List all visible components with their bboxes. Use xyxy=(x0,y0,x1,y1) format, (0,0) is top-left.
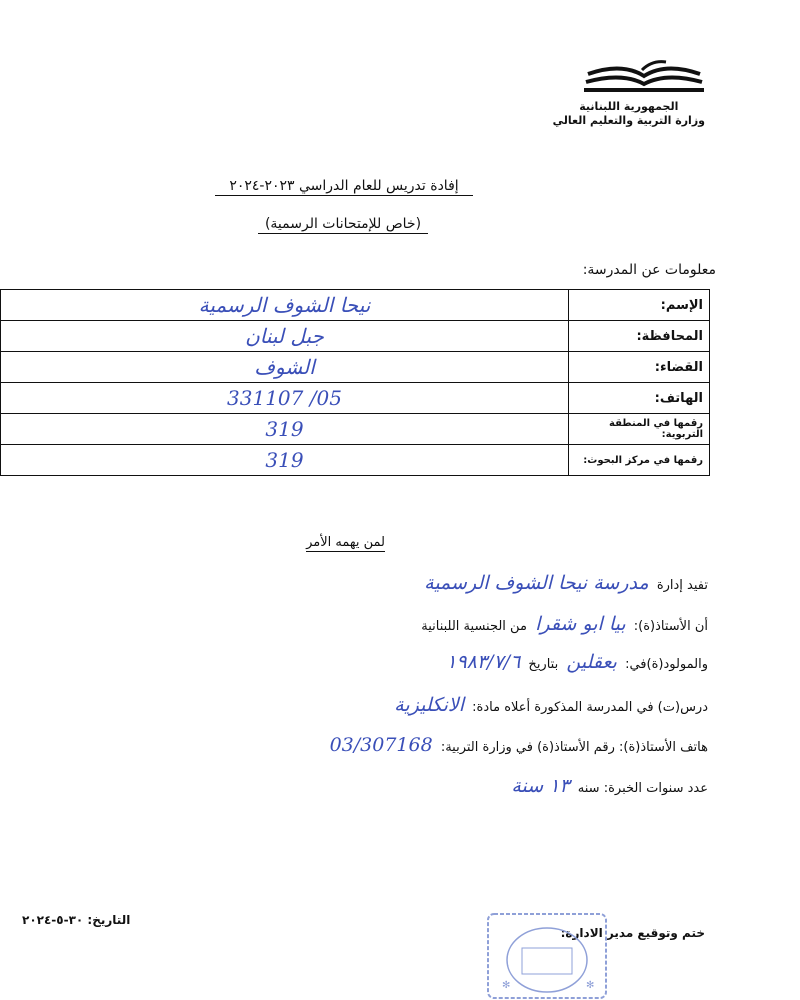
district-label: القضاء: xyxy=(569,352,710,383)
research-center-number-label: رقمها في مركز البحوث: xyxy=(569,445,710,476)
line-prefix: درس(ت) في المدرسة المذكورة أعلاه مادة: xyxy=(472,700,708,715)
education-zone-number-value: 319 xyxy=(1,414,569,445)
line-mid: رقم الأستاذ(ة) في وزارة التربية: xyxy=(440,740,615,755)
line-prefix: تفيد إدارة xyxy=(656,578,708,593)
phone-value: 05/ 331107 xyxy=(1,383,569,414)
governorate-value: جبل لبنان xyxy=(1,321,569,352)
table-row xyxy=(1,445,710,476)
experience-years-handwritten: ١٣ سنة xyxy=(511,775,570,797)
table-row xyxy=(1,290,710,321)
line-prefix: هاتف الأستاذ(ة): xyxy=(619,740,708,755)
subject-handwritten: الانكليزية xyxy=(394,694,465,716)
birth-date-handwritten: ١٩٨٣/٧/٦ xyxy=(446,651,521,673)
line-mid: بتاريخ xyxy=(528,657,559,672)
document-date: التاريخ: ٣٠-٥-٢٠٢٤ xyxy=(22,913,131,927)
government-header xyxy=(553,100,705,128)
birth-place-handwritten: بعقلين xyxy=(566,651,617,673)
teacher-number-handwritten: 03/307168 xyxy=(329,734,433,756)
experience-line xyxy=(507,775,708,797)
table-row xyxy=(1,352,710,383)
phone-label: الهاتف: xyxy=(569,383,710,414)
school-stamp-icon xyxy=(482,908,612,1000)
table-row xyxy=(1,414,710,445)
governorate-label: المحافظة: xyxy=(569,321,710,352)
line-prefix: عدد سنوات الخبرة: xyxy=(603,781,708,796)
school-info-heading: معلومات عن المدرسة: xyxy=(582,262,716,278)
school-info-table xyxy=(0,289,710,476)
teacher-name-handwritten: بيا ابو شقرا xyxy=(535,613,626,635)
line-prefix: والمولود(ة)في: xyxy=(625,657,708,672)
line-suffix: من الجنسية اللبنانية xyxy=(421,619,527,634)
svg-text:✻: ✻ xyxy=(502,980,511,991)
to-whom-it-may-concern: لمن يهمه الأمر xyxy=(306,535,385,550)
page-title: إفادة تدريس للعام الدراسي ٢٠٢٣-٢٠٢٤ xyxy=(215,178,473,196)
table-row xyxy=(1,321,710,352)
school-admin-line xyxy=(420,572,708,594)
subject-line xyxy=(390,694,708,716)
line-mid: سنه xyxy=(577,781,600,796)
republic-name: الجمهورية اللبنانية xyxy=(579,100,679,113)
page-subtitle: (خاص للإمتحانات الرسمية) xyxy=(258,216,428,234)
ministry-name: وزارة التربية والتعليم العالي xyxy=(552,114,705,127)
district-value: الشوف xyxy=(1,352,569,383)
table-row xyxy=(1,383,710,414)
svg-text:✻: ✻ xyxy=(586,980,595,991)
ministry-logo-icon xyxy=(582,60,706,100)
line-prefix: أن الأستاذ(ة): xyxy=(633,619,708,634)
birth-line xyxy=(442,651,708,673)
school-name-handwritten: مدرسة نيحا الشوف الرسمية xyxy=(424,572,649,594)
signature-label: ختم وتوقيع مدير الادارة: xyxy=(560,926,705,940)
teacher-line xyxy=(421,613,708,635)
education-zone-number-label: رقمها في المنطقة التربوية: xyxy=(569,414,710,445)
teacher-phone-line xyxy=(326,734,708,756)
name-value: نيحا الشوف الرسمية xyxy=(1,290,569,321)
name-label: الإسم: xyxy=(569,290,710,321)
research-center-number-value: 319 xyxy=(1,445,569,476)
